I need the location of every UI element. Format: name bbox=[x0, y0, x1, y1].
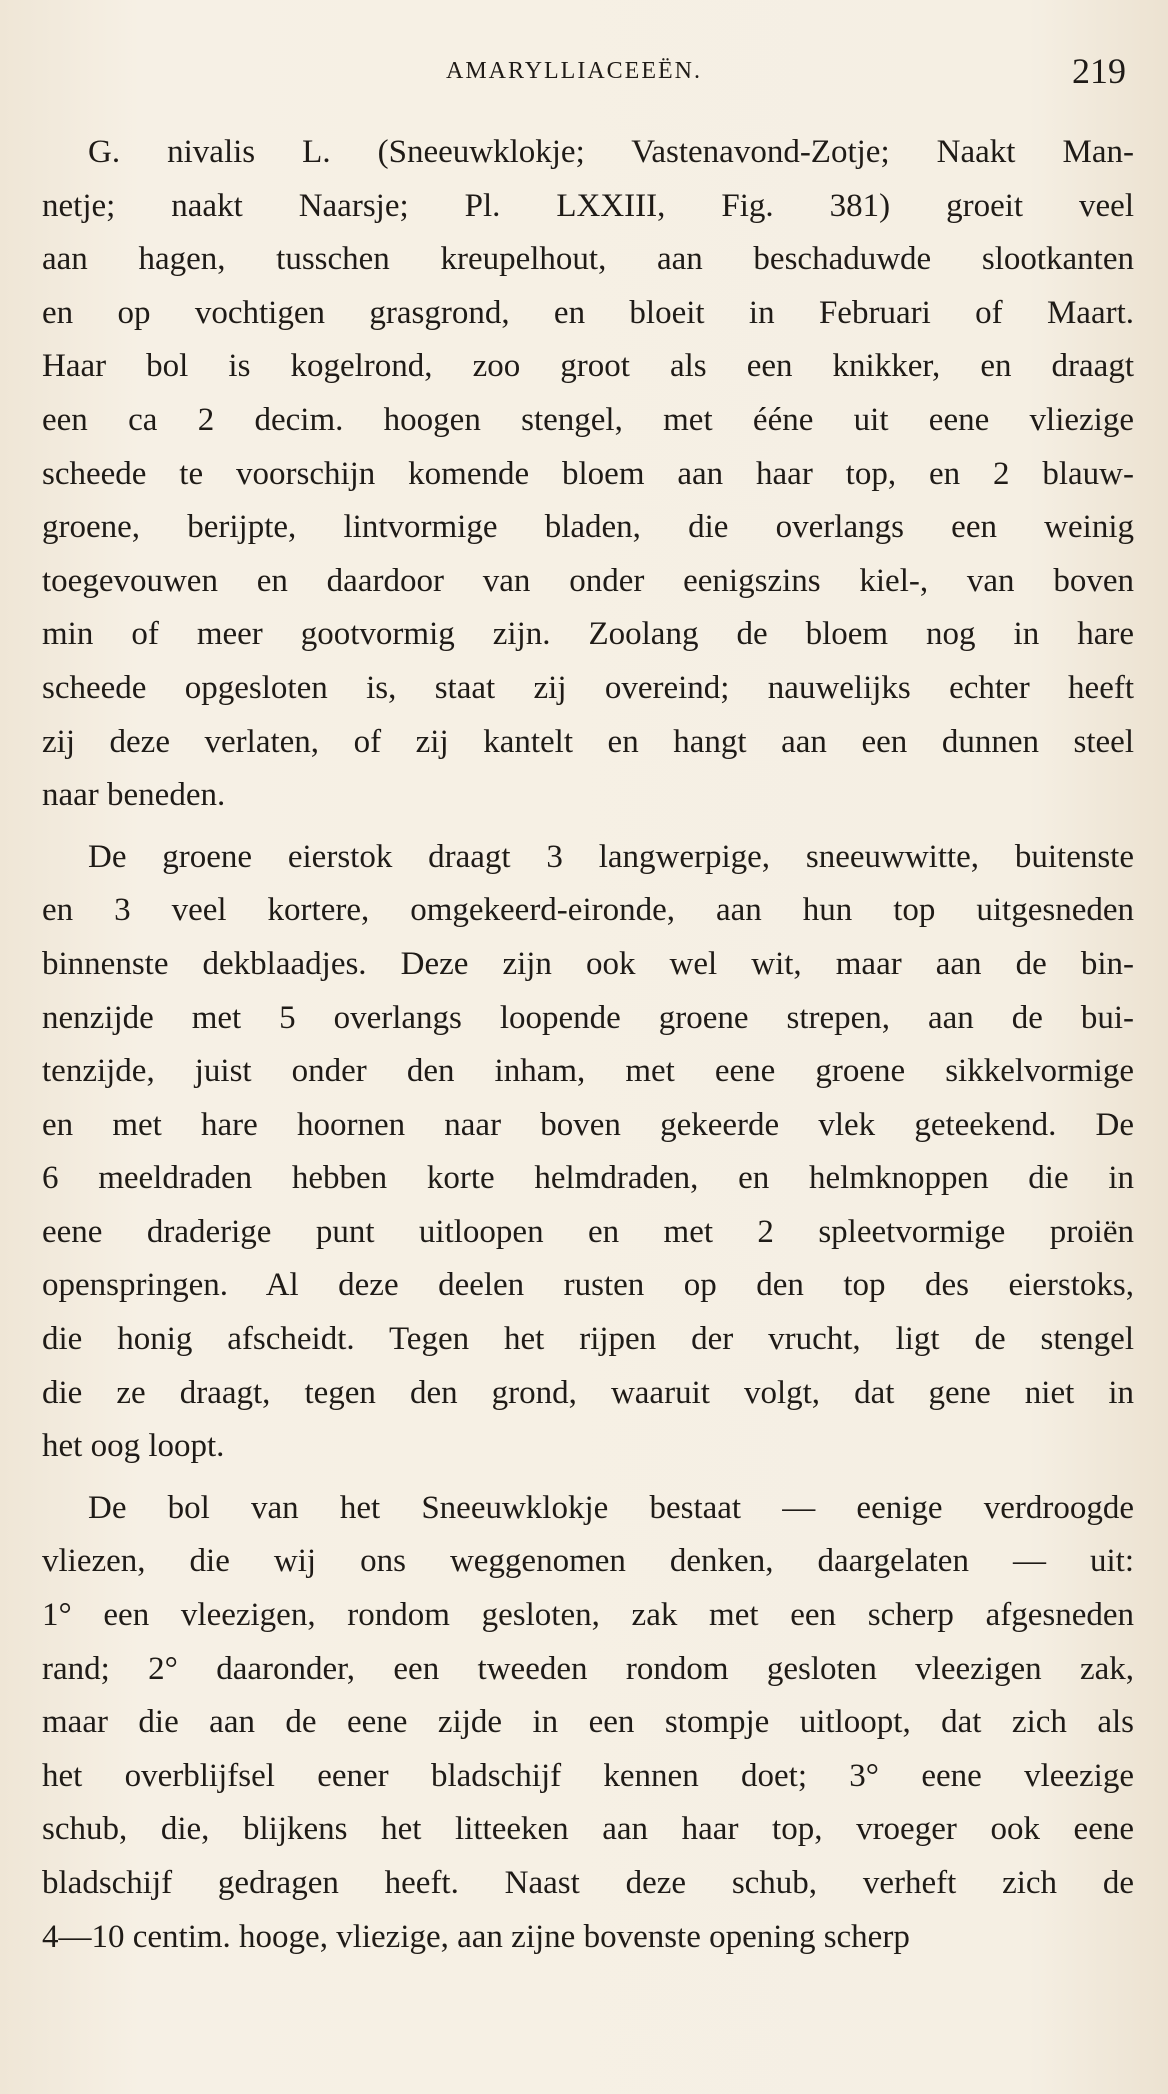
paragraph bbox=[42, 126, 1134, 823]
text-line: Haar bol is kogelrond, zoo groot als een knikker, en draagt bbox=[42, 348, 1134, 385]
text-line: De groene eierstok draagt 3 langwerpige, sneeuwwitte, buitenste bbox=[88, 838, 1134, 875]
text-line: G. nivalis L. (Sneeuwklokje; Vastenavond-Zotje; Naakt Man- bbox=[88, 134, 1134, 170]
text-line: netje; naakt Naarsje; Pl. LXXIII, Fig. 381) groeit veel bbox=[42, 187, 1134, 224]
text-line: schub, die, blijkens het litteeken aan haar top, vroeger ook eene bbox=[42, 1811, 1134, 1848]
paragraph bbox=[42, 1482, 1134, 1964]
text-line: die ze draagt, tegen den grond, waaruit volgt, dat gene niet in bbox=[42, 1374, 1134, 1411]
text-line: scheede te voorschijn komende bloem aan haar top, en 2 blauw- bbox=[42, 455, 1134, 492]
text-line: 6 meeldraden hebben korte helmdraden, en helmknoppen die in bbox=[42, 1160, 1134, 1197]
text-line: het overblijfsel eener bladschijf kennen doet; 3° eene vleezige bbox=[42, 1757, 1134, 1794]
text-line: groene, berijpte, lintvormige bladen, die overlangs een weinig bbox=[42, 509, 1134, 546]
text-line: De bol van het Sneeuwklokje bestaat — eenige verdroogde bbox=[88, 1489, 1134, 1526]
text-line: en 3 veel kortere, omgekeerd-eironde, aan hun top uitgesneden bbox=[42, 892, 1134, 929]
text-line: die honig afscheidt. Tegen het rijpen der vrucht, ligt de stengel bbox=[42, 1321, 1134, 1358]
text-line: bladschijf gedragen heeft. Naast deze schub, verheft zich de bbox=[42, 1865, 1134, 1901]
text-line: min of meer gootvormig zijn. Zoolang de bloem nog in hare bbox=[42, 616, 1134, 653]
running-head bbox=[0, 48, 1168, 96]
text-line: tenzijde, juist onder den inham, met eene groene sikkelvormige bbox=[42, 1053, 1134, 1090]
text-line: 4—10 centim. hooge, vliezige, aan zijne bovenste opening scherp bbox=[42, 1918, 910, 1955]
text-line: openspringen. Al deze deelen rusten op den top des eierstoks, bbox=[42, 1267, 1134, 1304]
text-line: aan hagen, tusschen kreupelhout, aan beschaduwde slootkanten bbox=[42, 241, 1134, 278]
text-line: vliezen, die wij ons weggenomen denken, daargelaten — uit: bbox=[42, 1543, 1134, 1580]
text-line: eene draderige punt uitloopen en met 2 spleetvormige proiën bbox=[42, 1213, 1134, 1250]
text-line: een ca 2 decim. hoogen stengel, met ééne uit eene vliezige bbox=[42, 401, 1134, 438]
running-title: AMARYLLIACEEËN. bbox=[446, 58, 702, 84]
body-text bbox=[42, 126, 1134, 1972]
text-line: binnenste dekblaadjes. Deze zijn ook wel wit, maar aan de bin- bbox=[42, 945, 1134, 982]
paragraph bbox=[42, 831, 1134, 1474]
text-line: 1° een vleezigen, rondom gesloten, zak met een scherp afgesneden bbox=[42, 1597, 1134, 1634]
text-line: zij deze verlaten, of zij kantelt en hangt aan een dunnen steel bbox=[42, 723, 1134, 760]
text-line: toegevouwen en daardoor van onder eenigszins kiel-, van boven bbox=[42, 562, 1134, 599]
text-line: maar die aan de eene zijde in een stompje uitloopt, dat zich als bbox=[42, 1704, 1134, 1741]
text-line: en op vochtigen grasgrond, en bloeit in Februari of Maart. bbox=[42, 294, 1134, 331]
text-line: nenzijde met 5 overlangs loopende groene strepen, aan de bui- bbox=[42, 999, 1134, 1036]
text-line: het oog loopt. bbox=[42, 1428, 225, 1465]
text-line: en met hare hoornen naar boven gekeerde vlek geteekend. De bbox=[42, 1106, 1134, 1143]
page-number: 219 bbox=[1072, 51, 1126, 91]
text-line: rand; 2° daaronder, een tweeden rondom gesloten vleezigen zak, bbox=[42, 1650, 1134, 1687]
text-line: scheede opgesloten is, staat zij overeind; nauwelijks echter heeft bbox=[42, 669, 1134, 706]
text-line: naar beneden. bbox=[42, 777, 226, 814]
